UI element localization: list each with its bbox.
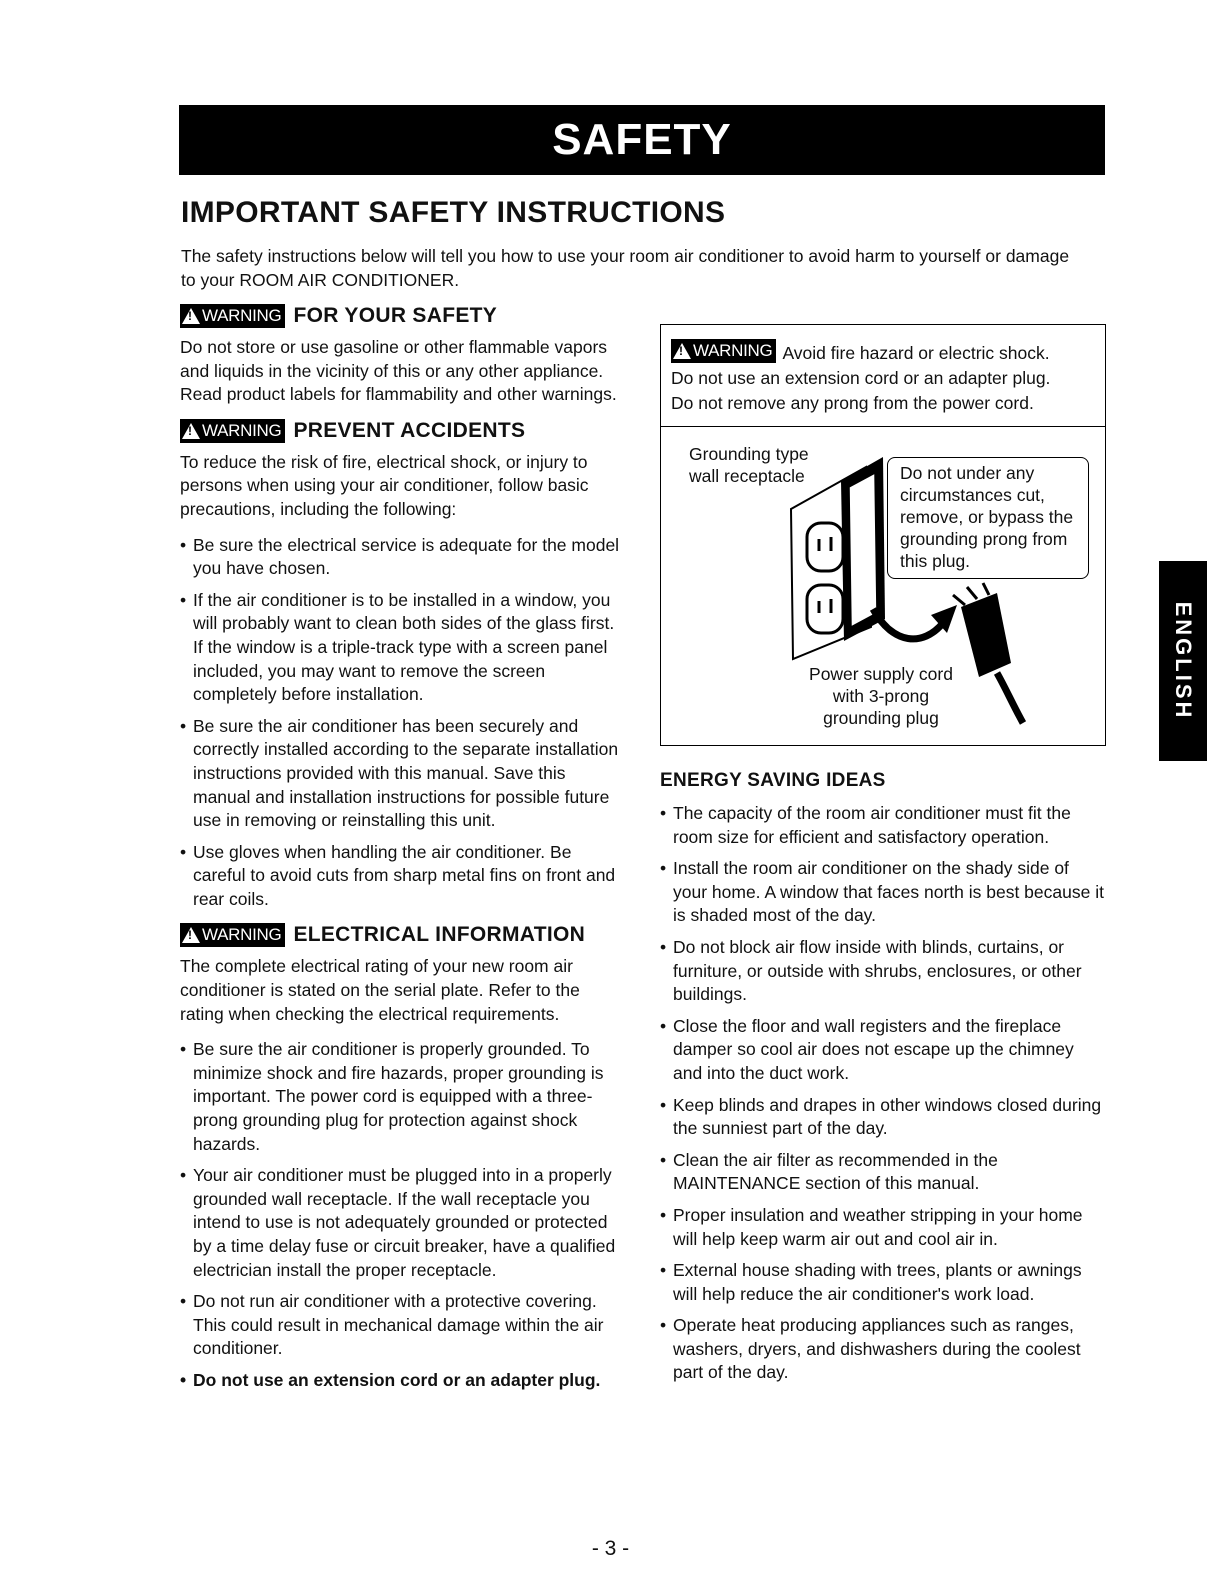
warning-badge <box>180 923 285 947</box>
list-item: • Operate heat producing appliances such as ranges, washers, dryers, and dishwashers during the coolest part of the day. <box>660 1314 1106 1385</box>
page-title: IMPORTANT SAFETY INSTRUCTIONS <box>181 196 726 229</box>
page-number: - 3 - <box>591 1537 630 1560</box>
list-item: • Your air conditioner must be plugged into in a properly grounded wall receptacle. If the wall receptacle you intend to use is not adequately grounded or protected by a time delay fuse or circuit breaker, have a qualified electrician install the proper receptacle. <box>180 1164 626 1282</box>
warning-box-text <box>661 325 1105 427</box>
language-tab-label: ENGLISH <box>1171 601 1196 721</box>
energy-heading: ENERGY SAVING IDEAS <box>660 770 886 791</box>
receptacle-label-line1: Grounding type <box>689 444 809 464</box>
electrical-text: The complete electrical rating of your new room air conditioner is stated on the serial plate. Refer to the rating when checking the electrical requirements. <box>180 956 580 1024</box>
warning-triangle-icon <box>182 927 200 943</box>
warning-label: WARNING <box>202 420 282 440</box>
accidents-list <box>180 534 626 912</box>
accidents-heading-text: PREVENT ACCIDENTS <box>293 418 526 442</box>
list-item: • External house shading with trees, plants or awnings will help reduce the air conditioner's work load. <box>660 1259 1106 1306</box>
warning-label: WARNING <box>202 925 282 945</box>
extension-cord-warning-box <box>660 324 1106 746</box>
list-item: • Do not run air conditioner with a protective covering. This could result in mechanical damage within the air conditioner. <box>180 1290 626 1361</box>
safety-heading-text: FOR YOUR SAFETY <box>293 304 498 327</box>
electrical-list <box>180 1038 626 1392</box>
warning-label: WARNING <box>202 306 282 325</box>
list-item: • The capacity of the room air conditioner must fit the room size for efficient and satisfactory operation. <box>660 802 1106 849</box>
receptacle-label <box>689 443 809 487</box>
warning-badge <box>180 419 285 443</box>
safety-section-heading <box>180 304 626 328</box>
warning-triangle-icon <box>673 343 691 359</box>
list-item: • Do not block air flow inside with blinds, curtains, or furniture, or outside with shrubs, enclosures, or other buildings. <box>660 936 1106 1007</box>
list-item: • Use gloves when handling the air conditioner. Be careful to avoid cuts from sharp metal fins on front and rear coils. <box>180 841 626 912</box>
list-item: • If the air conditioner is to be installed in a window, you will probably want to clean both sides of the glass first. If the window is a triple-track type with a screen panel included, you may want to remove the screen completely before installation. <box>180 589 626 707</box>
left-column <box>180 304 626 1405</box>
electrical-heading-text: ELECTRICAL INFORMATION <box>293 923 586 947</box>
warning-badge <box>180 304 285 328</box>
warning-label: WARNING <box>693 341 773 360</box>
list-item: • Be sure the electrical service is adequate for the model you have chosen. <box>180 534 626 581</box>
list-item: • Proper insulation and weather stripping in your home will help keep warm air out and cool air in. <box>660 1204 1106 1251</box>
list-item: • Be sure the air conditioner is properly grounded. To minimize shock and fire hazards, proper grounding is important. The power cord is equipped with a three-prong grounding plug for protection against shock hazards. <box>180 1038 626 1156</box>
list-item: • Keep blinds and drapes in other windows closed during the sunniest part of the day. <box>660 1094 1106 1141</box>
receptacle-label-line2: wall receptacle <box>689 466 805 486</box>
list-item: • Be sure the air conditioner has been securely and correctly installed according to the separate installation instructions provided with this manual. Save this manual and installation instructions for possible future use in removing or reinstalling this unit. <box>180 715 626 833</box>
grounding-prong-callout: Do not under any circumstances cut, remove, or bypass the grounding prong from this plug. <box>887 457 1089 579</box>
energy-list <box>660 802 1106 1385</box>
list-item: • Install the room air conditioner on the shady side of your home. A window that faces north is best because it is shaded most of the day. <box>660 857 1106 928</box>
warning-box-line1: Avoid fire hazard or electric shock. <box>782 343 1050 363</box>
accidents-section-heading <box>180 419 626 443</box>
cord-label <box>806 663 956 729</box>
cord-label-line1: Power supply cord <box>809 664 953 684</box>
accidents-text: To reduce the risk of fire, electrical shock, or injury to persons when using your air conditioner, follow basic precautions, including the following: <box>180 451 589 519</box>
warning-badge <box>671 339 776 363</box>
list-item: • Clean the air filter as recommended in the MAINTENANCE section of this manual. <box>660 1149 1106 1196</box>
electrical-section-heading <box>180 923 626 947</box>
page-banner: SAFETY <box>179 105 1105 175</box>
right-column <box>660 324 1106 1397</box>
list-item: • Close the floor and wall registers and the fireplace damper so cool air does not escape up the chimney and into the duct work. <box>660 1015 1106 1086</box>
warning-triangle-icon <box>182 423 200 439</box>
safety-text: Do not store or use gasoline or other flammable vapors and liquids in the vicinity of this or any other appliance. Read product labels for flammability and other warnings. <box>180 337 617 405</box>
warning-box-line2: Do not use an extension cord or an adapter plug. <box>671 368 1051 388</box>
intro-paragraph: The safety instructions below will tell you how to use your room air conditioner to avoid harm to yourself or damage to your ROOM AIR CONDITIONER. <box>181 246 1070 290</box>
grounding-plug-diagram <box>661 427 1104 745</box>
warning-triangle-icon <box>182 308 200 324</box>
language-tab <box>1159 561 1207 761</box>
cord-label-line3: grounding plug <box>823 708 939 728</box>
warning-box-line3: Do not remove any prong from the power cord. <box>671 393 1034 413</box>
list-item-bold: • Do not use an extension cord or an adapter plug. <box>180 1369 626 1393</box>
cord-label-line2: with 3-prong <box>832 686 930 706</box>
